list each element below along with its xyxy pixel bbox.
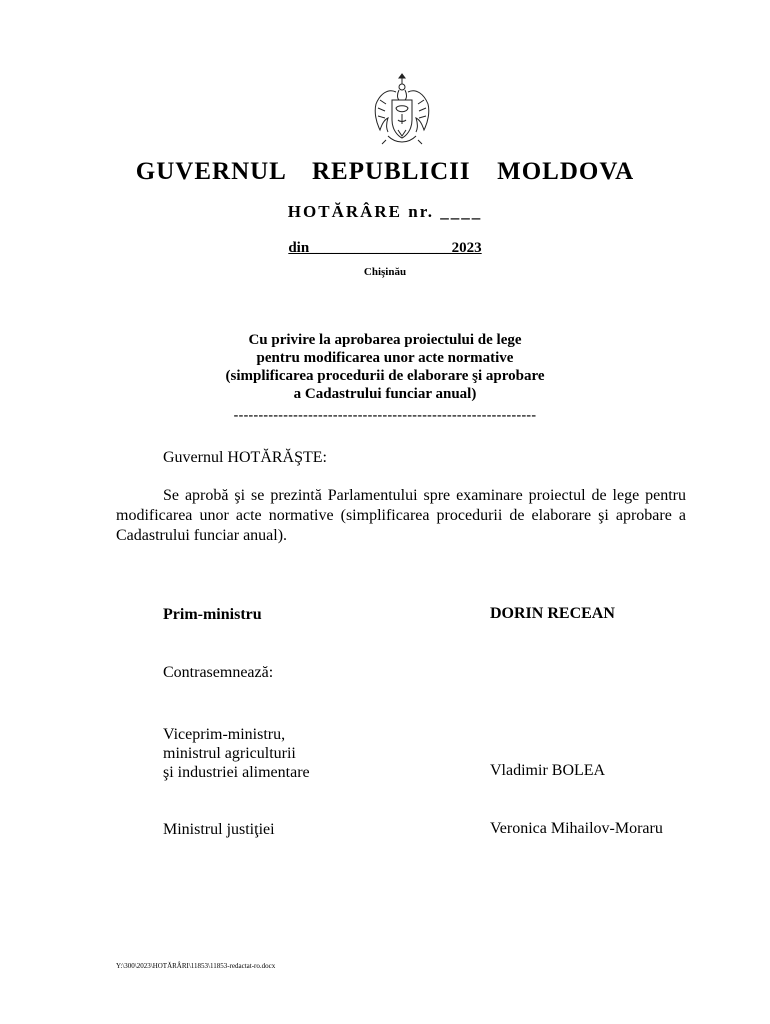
vice-prime-minister-name: Vladimir BOLEA bbox=[490, 762, 606, 779]
subject-line: (simplificarea procedurii de elaborare şi aprobare bbox=[225, 368, 545, 384]
coat-of-arms-icon bbox=[366, 70, 438, 148]
decision-title: HOTĂRÂRE nr. ____ bbox=[287, 202, 483, 221]
prime-minister-name: DORIN RECEAN bbox=[490, 605, 615, 622]
subject-line: pentru modificarea unor acte normative bbox=[256, 350, 514, 366]
justice-minister-title: Ministrul justiţiei bbox=[163, 821, 275, 838]
subject-line: a Cadastrului funciar anual) bbox=[293, 386, 477, 402]
decree-paragraph: Se aprobă şi se prezintă Parlamentului spre examinare proiectul de lege pentru modificarea unor acte normative (simplificarea procedurii de elaborare şi aprobare a Cadastrului funciar anual). bbox=[116, 487, 686, 544]
subject-line: Cu privire la aprobarea proiectului de lege bbox=[248, 332, 522, 348]
prime-minister-title: Prim-ministru bbox=[163, 606, 262, 623]
vice-title-line: Viceprim-ministru, bbox=[163, 726, 286, 743]
vice-title-line: ministrul agriculturii bbox=[163, 745, 296, 762]
government-title: GUVERNUL REPUBLICII MOLDOVA bbox=[135, 158, 635, 185]
file-path-footer: Y:\300\2023\HOTĂRÂRI\11853\11853-redactat-ro.docx bbox=[116, 962, 276, 970]
vice-prime-minister-title bbox=[163, 725, 310, 782]
justice-minister-name: Veronica Mihailov-Moraru bbox=[490, 820, 663, 837]
decree-intro: Guvernul HOTĂRĂŞTE: bbox=[163, 449, 327, 466]
city-label: Chişinău bbox=[363, 266, 407, 278]
vice-title-line: şi industriei alimentare bbox=[163, 764, 310, 781]
subject-separator: ------------------------------------------------------------- bbox=[233, 408, 537, 423]
date-line: din___________________2023 bbox=[288, 240, 482, 256]
countersign-label: Contrasemnează: bbox=[163, 664, 274, 681]
decision-subject bbox=[0, 331, 770, 403]
